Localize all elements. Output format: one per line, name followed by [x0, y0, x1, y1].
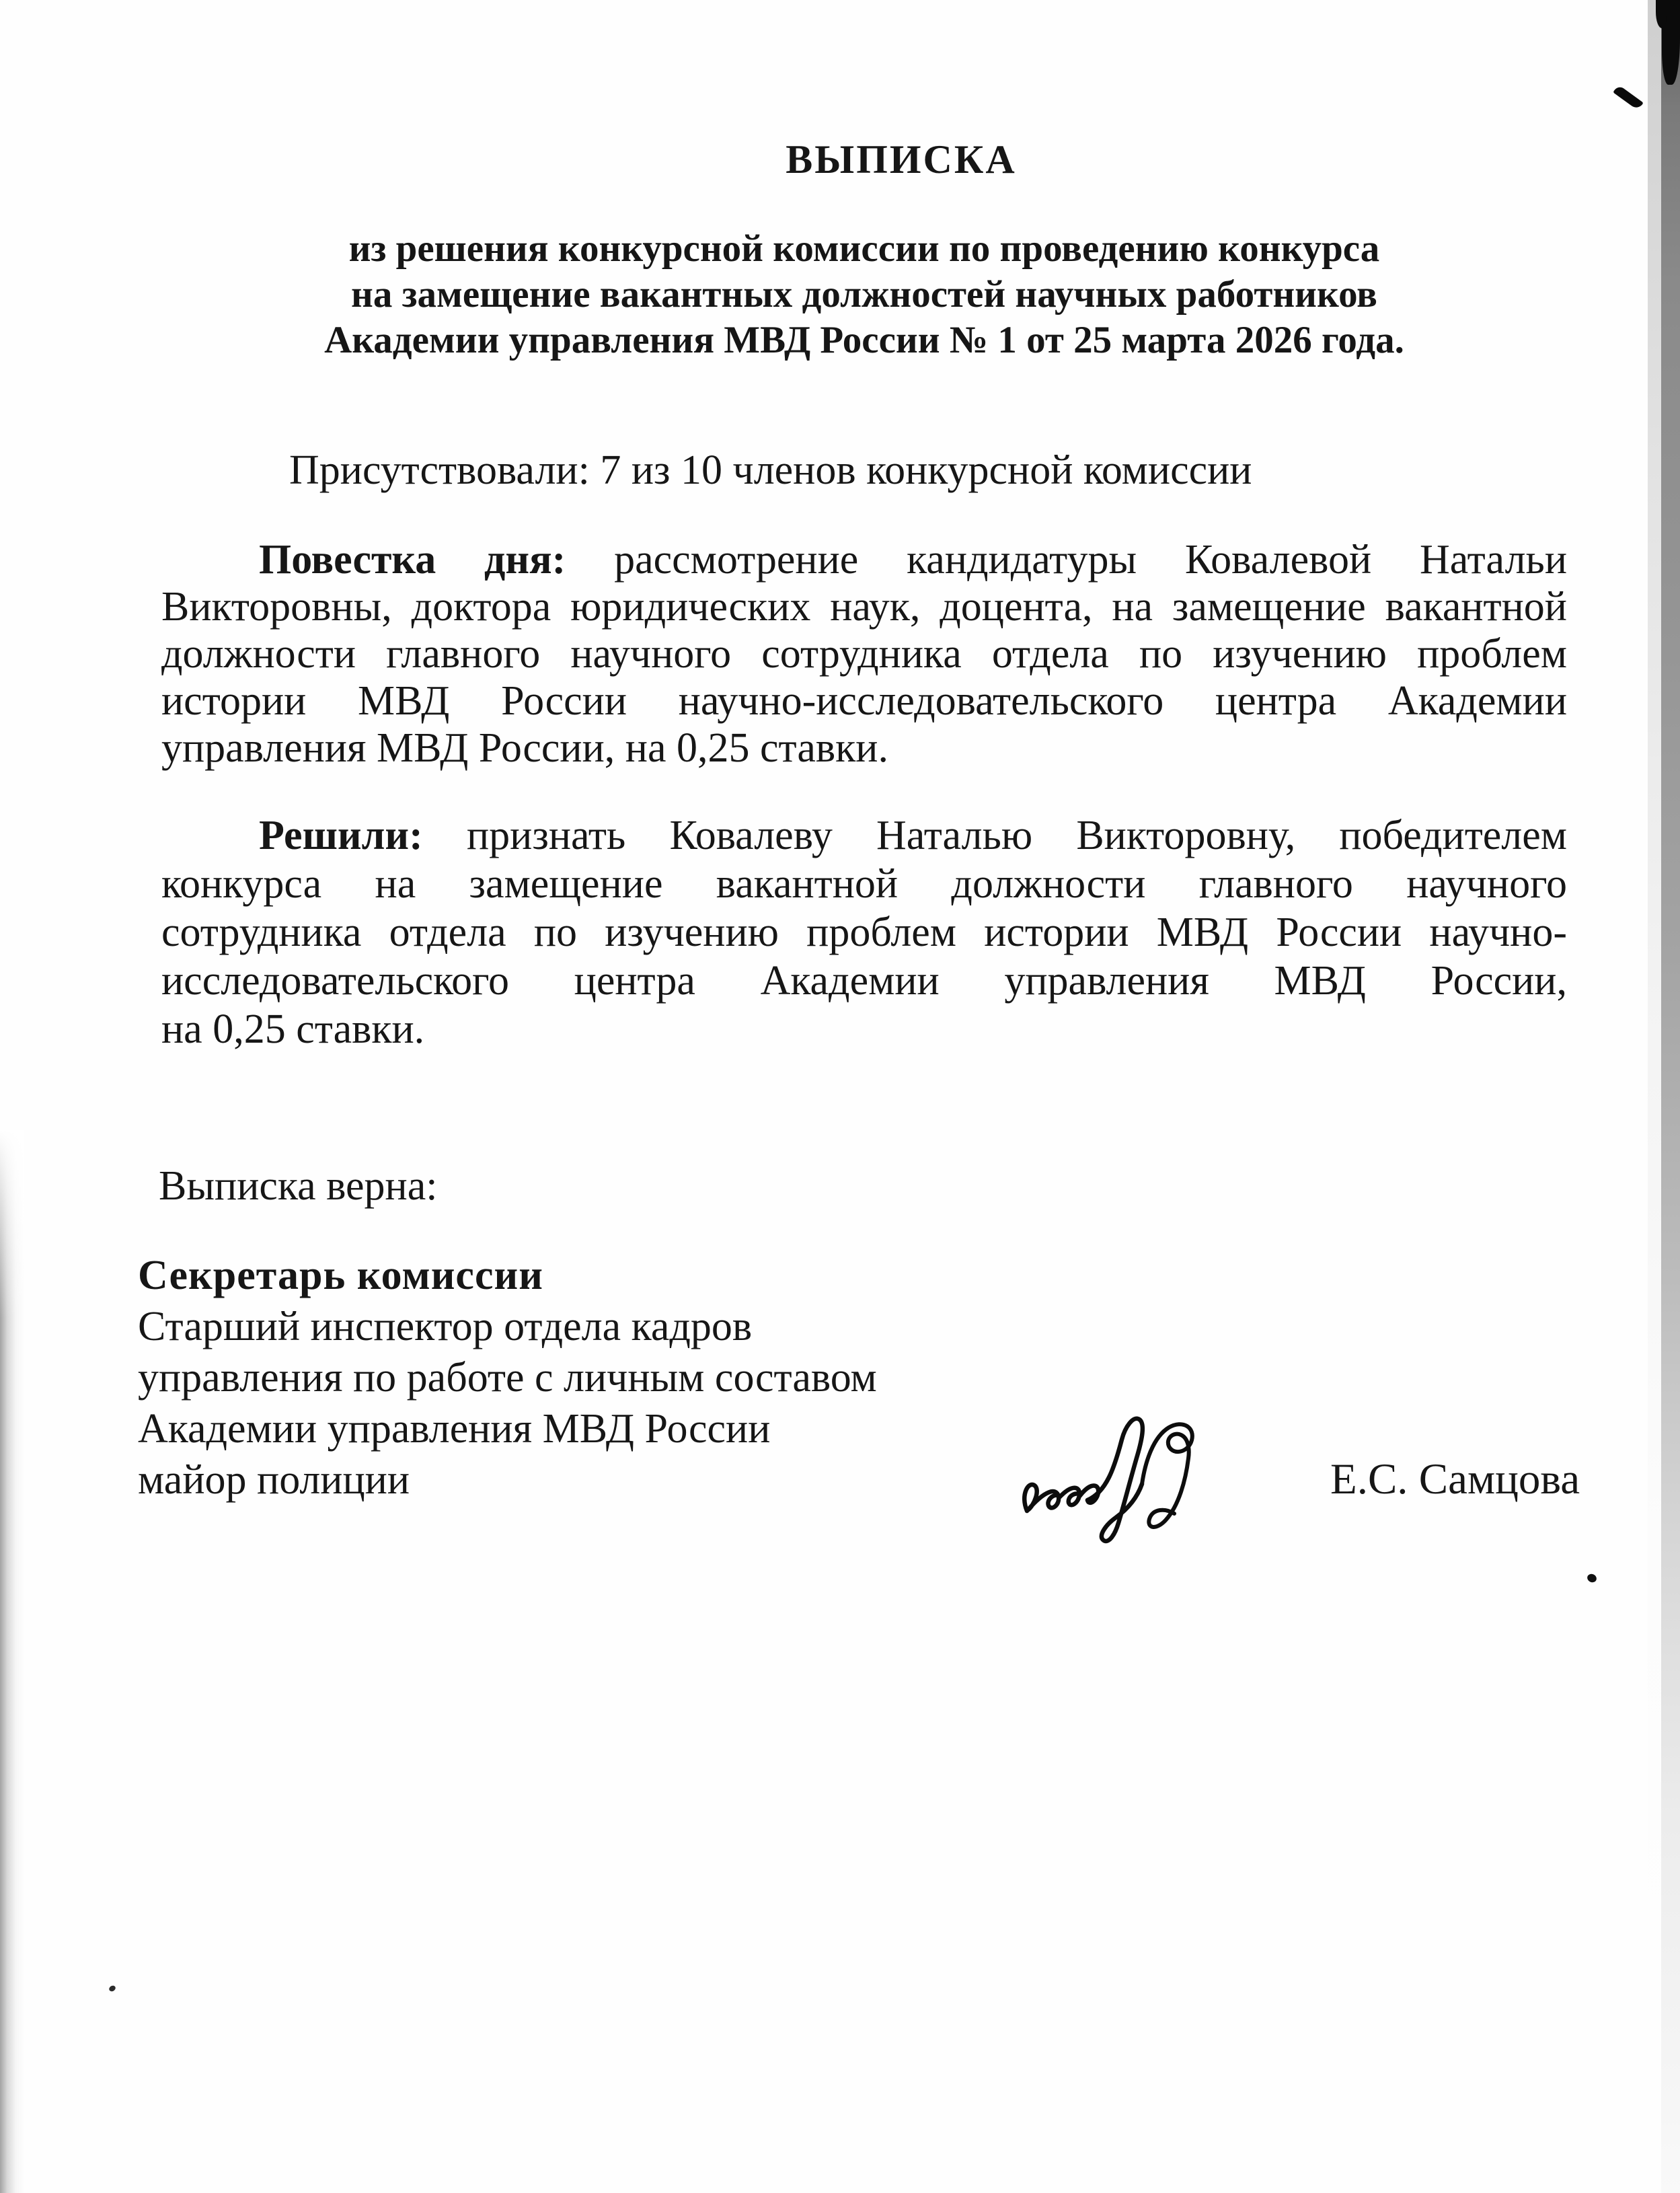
scan-edge-shadow-soft: [1648, 0, 1661, 2193]
agenda-line-5: управления МВД России, на 0,25 ставки.: [161, 725, 888, 771]
signature-ink-icon: [1012, 1405, 1301, 1566]
agenda-line-1-text: рассмотрение кандидатуры Ковалевой Натальи: [614, 537, 1567, 583]
agenda-line-3: должности главного научного сотрудника отдела по изучению проблем: [161, 631, 1567, 677]
subtitle-line-3: Академии управления МВД России № 1 от 25 марта 2026 года.: [324, 319, 1404, 361]
agenda-line-1: [161, 536, 1567, 583]
ink-speck: [108, 1984, 117, 1993]
signatory-role-title: Секретарь комиссии: [138, 1253, 543, 1298]
agenda-line-4: истории МВД России научно-исследовательского центра Академии: [161, 678, 1567, 724]
document-subtitle: [161, 226, 1567, 363]
signatory-role-line-4: Академии управления МВД России: [138, 1406, 771, 1452]
agenda-line-2: Викторовны, доктора юридических наук, доцента, на замещение вакантной: [161, 584, 1567, 630]
certification-line: Выписка верна:: [159, 1163, 438, 1209]
signer-name: Е.С. Самцова: [1330, 1455, 1580, 1503]
signatory-role-line-3: управления по работе с личным составом: [138, 1355, 877, 1401]
signatory-role-line-5: майор полиции: [138, 1457, 410, 1503]
signatory-block: [138, 1250, 877, 1506]
document-title: ВЫПИСКА: [786, 137, 1017, 182]
decision-line-2: конкурса на замещение вакантной должности главного научного: [161, 861, 1567, 907]
attendance-line: Присутствовали: 7 из 10 членов конкурсной комиссии: [289, 447, 1252, 493]
decision-line-1: [161, 811, 1567, 860]
decision-line-3: сотрудника отдела по изучению проблем истории МВД России научно-: [161, 909, 1567, 955]
scan-edge-shadow-right: [1661, 0, 1680, 2193]
decision-label: Решили:: [259, 813, 423, 858]
decision-line-4: исследовательского центра Академии управления МВД России,: [161, 958, 1567, 1004]
agenda-paragraph: [161, 536, 1567, 772]
decision-line-1-text: признать Ковалеву Наталью Викторовну, победителем: [466, 813, 1567, 858]
subtitle-line-2: на замещение вакантных должностей научных работников: [351, 273, 1377, 315]
agenda-label: Повестка дня:: [259, 537, 566, 583]
handwritten-signature: [1012, 1405, 1301, 1566]
decision-line-5: на 0,25 ставки.: [161, 1006, 425, 1052]
scan-edge-shadow-left-fade: [0, 1130, 24, 1318]
pen-mark-artifact: [1613, 85, 1643, 110]
signatory-role-line-2: Старший инспектор отдела кадров: [138, 1304, 753, 1349]
subtitle-line-1: из решения конкурсной комиссии по проведению конкурса: [348, 227, 1380, 270]
scan-corner-artifact: [1662, 0, 1680, 85]
ink-speck: [1586, 1573, 1598, 1584]
decision-paragraph: [161, 811, 1567, 1053]
